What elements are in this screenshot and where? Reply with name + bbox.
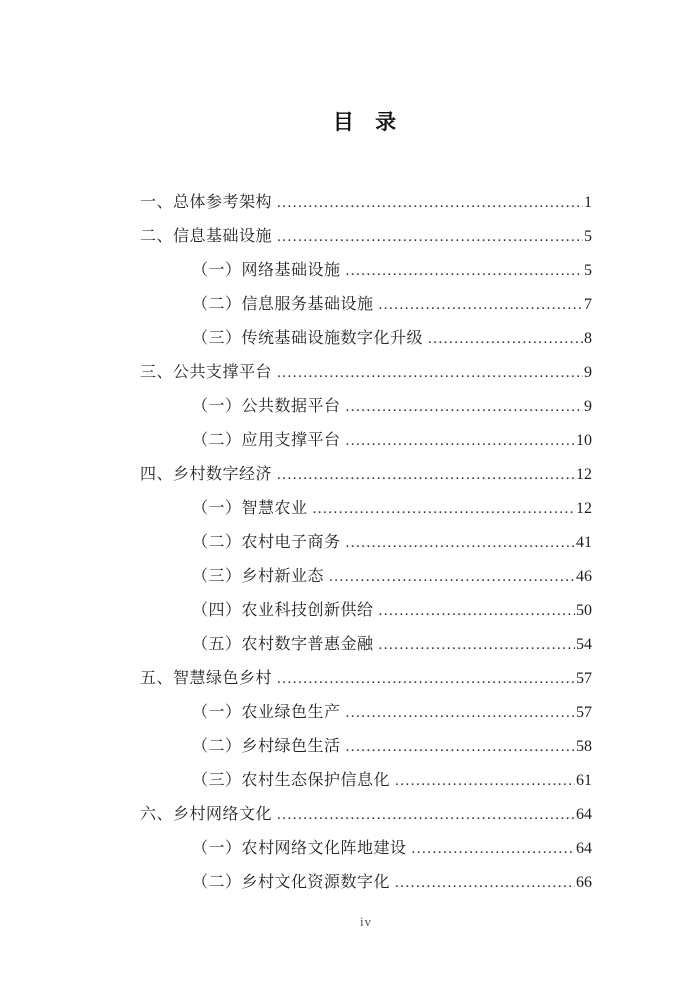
toc-entry-label: 六、乡村网络文化	[140, 806, 273, 823]
toc-entry	[140, 730, 592, 764]
toc-list	[140, 186, 592, 900]
dot-leader	[346, 526, 575, 560]
toc-entry-page-number: 41	[576, 534, 592, 551]
dot-leader	[395, 764, 575, 798]
toc-entry	[140, 696, 592, 730]
dot-leader	[277, 186, 583, 220]
toc-entry	[140, 220, 592, 254]
toc-entry-page-number: 1	[584, 194, 592, 211]
toc-entry-label: 四、乡村数字经济	[140, 466, 273, 483]
dot-leader	[329, 560, 575, 594]
dot-leader	[379, 288, 583, 322]
dot-leader	[277, 458, 575, 492]
toc-entry-page-number: 61	[576, 772, 592, 789]
toc-entry-label: （五）农村数字普惠金融	[192, 636, 374, 653]
dot-leader	[277, 356, 583, 390]
dot-leader	[346, 424, 575, 458]
toc-entry-page-number: 50	[576, 602, 592, 619]
toc-entry-page-number: 7	[584, 296, 592, 313]
toc-entry-label: 五、智慧绿色乡村	[140, 670, 273, 687]
toc-entry	[140, 288, 592, 322]
toc-entry	[140, 594, 592, 628]
toc-entry-page-number: 9	[584, 364, 592, 381]
dot-leader	[379, 628, 575, 662]
toc-entry-page-number: 46	[576, 568, 592, 585]
toc-entry-label: （四）农业科技创新供给	[192, 602, 374, 619]
dot-leader	[277, 220, 583, 254]
toc-entry	[140, 492, 592, 526]
toc-entry-page-number: 12	[576, 500, 592, 517]
toc-entry-label: （一）智慧农业	[192, 500, 308, 517]
dot-leader	[346, 696, 575, 730]
toc-entry	[140, 186, 592, 220]
toc-entry-page-number: 57	[576, 704, 592, 721]
toc-entry-page-number: 64	[576, 806, 592, 823]
toc-entry	[140, 764, 592, 798]
dot-leader	[346, 730, 575, 764]
toc-entry	[140, 390, 592, 424]
toc-entry-page-number: 8	[584, 330, 592, 347]
toc-entry-label: （一）网络基础设施	[192, 262, 341, 279]
toc-entry-label: （二）乡村绿色生活	[192, 738, 341, 755]
toc-entry-label: 一、总体参考架构	[140, 194, 273, 211]
toc-entry-page-number: 57	[576, 670, 592, 687]
toc-entry-page-number: 58	[576, 738, 592, 755]
toc-entry-page-number: 5	[584, 262, 592, 279]
dot-leader	[379, 594, 575, 628]
dot-leader	[395, 866, 575, 900]
toc-entry-page-number: 9	[584, 398, 592, 415]
toc-entry-page-number: 64	[576, 840, 592, 857]
toc-entry-label: （二）乡村文化资源数字化	[192, 874, 391, 891]
toc-entry-page-number: 66	[576, 874, 592, 891]
toc-entry	[140, 628, 592, 662]
toc-entry	[140, 424, 592, 458]
toc-entry-label: （二）应用支撑平台	[192, 432, 341, 449]
dot-leader	[277, 798, 575, 832]
toc-entry-label: （三）乡村新业态	[192, 568, 325, 585]
dot-leader	[412, 832, 575, 866]
toc-entry-page-number: 10	[576, 432, 592, 449]
toc-entry	[140, 866, 592, 900]
toc-entry	[140, 798, 592, 832]
toc-entry-label: （一）公共数据平台	[192, 398, 341, 415]
toc-entry	[140, 526, 592, 560]
toc-entry-label: （二）农村电子商务	[192, 534, 341, 551]
toc-entry	[140, 458, 592, 492]
toc-entry-label: （三）农村生态保护信息化	[192, 772, 391, 789]
footer-page-number: iv	[359, 914, 373, 929]
dot-leader	[346, 390, 583, 424]
toc-entry-page-number: 54	[576, 636, 592, 653]
toc-entry	[140, 254, 592, 288]
toc-entry	[140, 662, 592, 696]
toc-entry-label: （一）农村网络文化阵地建设	[192, 840, 407, 857]
toc-entry	[140, 322, 592, 356]
toc-entry-label: 二、信息基础设施	[140, 228, 273, 245]
toc-entry-label: 三、公共支撑平台	[140, 364, 273, 381]
toc-entry-label: （二）信息服务基础设施	[192, 296, 374, 313]
toc-entry-label: （三）传统基础设施数字化升级	[192, 330, 424, 347]
toc-entry-page-number: 12	[576, 466, 592, 483]
dot-leader	[313, 492, 575, 526]
toc-entry-label: （一）农业绿色生产	[192, 704, 341, 721]
toc-entry	[140, 356, 592, 390]
dot-leader	[428, 322, 583, 356]
toc-entry	[140, 560, 592, 594]
page-title: 目 录	[332, 110, 400, 134]
dot-leader	[346, 254, 583, 288]
toc-entry-page-number: 5	[584, 228, 592, 245]
toc-entry	[140, 832, 592, 866]
dot-leader	[277, 662, 575, 696]
